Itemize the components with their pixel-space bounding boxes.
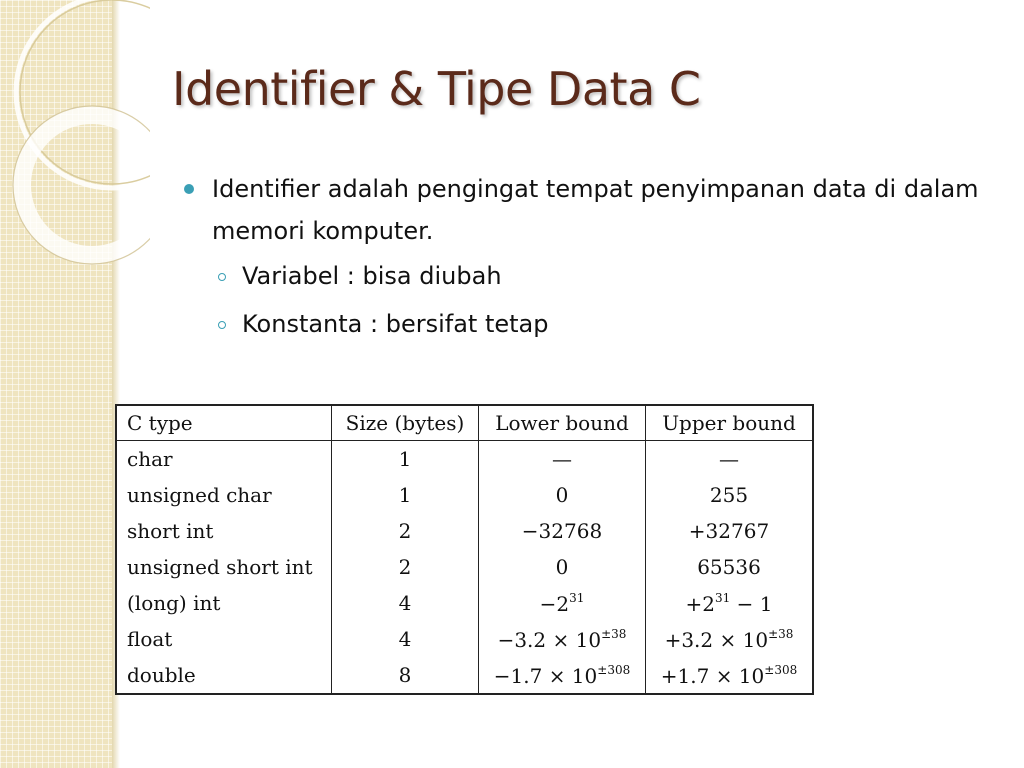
lower-bound-cell: 0 xyxy=(479,549,646,585)
type-cell: unsigned short int xyxy=(116,549,332,585)
lower-bound-exponent: 31 xyxy=(569,590,585,605)
type-cell: (long) int xyxy=(116,585,332,621)
lower-bound-cell: −32768 xyxy=(479,513,646,549)
table-row xyxy=(116,441,813,478)
bullet-text: Identifier adalah pengingat tempat penyimpanan data di dalam memori komputer. xyxy=(212,175,979,245)
sub-bullet-item xyxy=(182,252,982,300)
table-row xyxy=(116,477,813,513)
decorative-circles xyxy=(0,0,150,300)
upper-bound-cell: — xyxy=(646,441,814,478)
column-header: Size (bytes) xyxy=(332,405,479,441)
bullet-list xyxy=(182,168,982,348)
sub-bullet-text: Variabel : bisa diubah xyxy=(242,262,502,290)
bullet-dot-icon xyxy=(184,184,194,194)
table-row xyxy=(116,621,813,657)
table-row xyxy=(116,513,813,549)
size-cell: 4 xyxy=(332,621,479,657)
upper-bound-suffix: − 1 xyxy=(730,591,773,616)
c-data-types-table xyxy=(115,404,814,695)
lower-bound-cell: 0 xyxy=(479,477,646,513)
column-header: C type xyxy=(116,405,332,441)
upper-bound-cell: +32767 xyxy=(646,513,814,549)
lower-bound-base: −2 xyxy=(539,591,570,616)
upper-bound-cell xyxy=(646,585,814,621)
table-row xyxy=(116,585,813,621)
size-cell: 1 xyxy=(332,477,479,513)
upper-bound-cell: 65536 xyxy=(646,549,814,585)
type-cell: short int xyxy=(116,513,332,549)
upper-bound-base: +1.7 × 10 xyxy=(660,663,765,688)
table-header-row xyxy=(116,405,813,441)
size-cell: 4 xyxy=(332,585,479,621)
bullet-item xyxy=(182,168,982,252)
sub-bullet-text: Konstanta : bersifat tetap xyxy=(242,310,549,338)
upper-bound-cell xyxy=(646,621,814,657)
upper-bound-exponent: ±38 xyxy=(768,626,794,641)
column-header: Lower bound xyxy=(479,405,646,441)
size-cell: 1 xyxy=(332,441,479,478)
type-cell: float xyxy=(116,621,332,657)
table-row xyxy=(116,657,813,694)
upper-bound-base: +2 xyxy=(685,591,715,616)
lower-bound-exponent: ±38 xyxy=(601,626,627,641)
sub-bullet-ring-icon xyxy=(218,273,226,281)
upper-bound-exponent: ±308 xyxy=(764,662,798,677)
lower-bound-base: −3.2 × 10 xyxy=(497,627,602,652)
sub-bullet-item xyxy=(182,300,982,348)
lower-bound-cell xyxy=(479,585,646,621)
table-row xyxy=(116,549,813,585)
type-cell: unsigned char xyxy=(116,477,332,513)
size-cell: 8 xyxy=(332,657,479,694)
type-cell: double xyxy=(116,657,332,694)
type-cell: char xyxy=(116,441,332,478)
upper-bound-cell: 255 xyxy=(646,477,814,513)
lower-bound-base: −1.7 × 10 xyxy=(493,663,598,688)
upper-bound-base: +3.2 × 10 xyxy=(664,627,769,652)
size-cell: 2 xyxy=(332,549,479,585)
lower-bound-cell xyxy=(479,657,646,694)
column-header: Upper bound xyxy=(646,405,814,441)
lower-bound-exponent: ±308 xyxy=(597,662,631,677)
upper-bound-exponent: 31 xyxy=(715,590,731,605)
lower-bound-cell xyxy=(479,621,646,657)
sub-bullet-ring-icon xyxy=(218,321,226,329)
upper-bound-cell xyxy=(646,657,814,694)
lower-bound-cell: — xyxy=(479,441,646,478)
slide-title: Identifier & Tipe Data C xyxy=(172,62,701,116)
size-cell: 2 xyxy=(332,513,479,549)
